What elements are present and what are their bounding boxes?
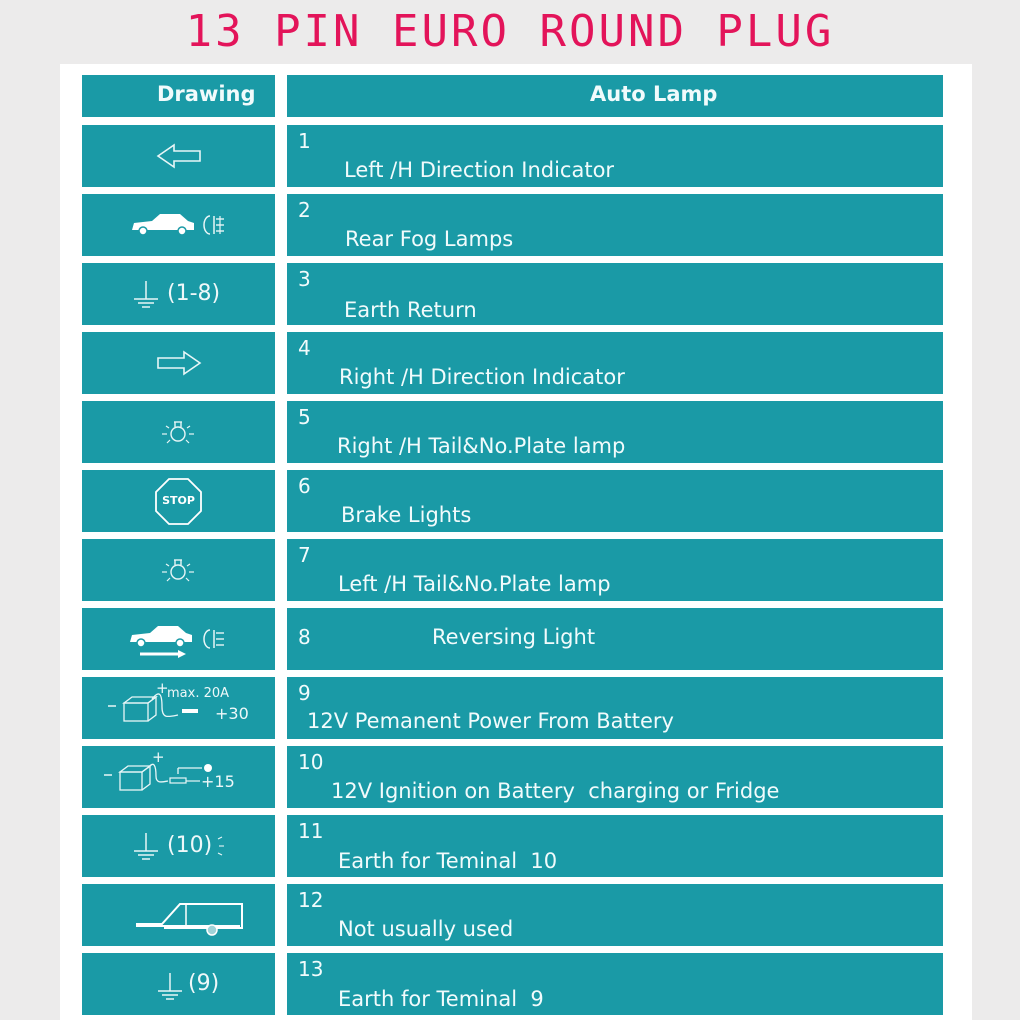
- pin-function: 12V Pemanent Power From Battery: [307, 709, 674, 733]
- function-cell-10: [287, 746, 943, 808]
- icon-label: (1-8): [167, 281, 221, 306]
- max-current-label: max. 20A: [167, 686, 230, 701]
- pin-function: Right /H Direction Indicator: [339, 365, 625, 389]
- drawing-cell-6: [82, 470, 275, 532]
- terminal-label: +30: [215, 704, 249, 723]
- drawing-cell-12: [82, 884, 275, 946]
- page-title: 13 PIN EURO ROUND PLUG: [185, 6, 835, 57]
- function-cell-7: [287, 539, 943, 601]
- drawing-cell-3: [82, 263, 275, 325]
- pin-number: 13: [298, 957, 324, 981]
- pin-number: 12: [298, 888, 324, 912]
- pin-number: 7: [298, 543, 311, 567]
- drawing-cell-13: [82, 953, 275, 1015]
- drawing-cell-4: [82, 332, 275, 394]
- pin-number: 5: [298, 405, 311, 429]
- header-auto-lamp-label: Auto Lamp: [590, 82, 718, 106]
- header-auto-lamp: [287, 75, 943, 117]
- plus-sign: +: [152, 748, 165, 766]
- trailer-icon: [82, 884, 275, 946]
- lamp-bulb-icon: [82, 539, 275, 601]
- pin-table: [60, 64, 972, 1020]
- pin-number: 9: [298, 681, 311, 705]
- function-cell-8: [287, 608, 943, 670]
- icon-label: (10): [167, 833, 213, 858]
- pin-number: 2: [298, 198, 311, 222]
- pin-number: 1: [298, 129, 311, 153]
- function-cell-6: [287, 470, 943, 532]
- earth-ground-icon: [82, 953, 275, 1015]
- drawing-cell-5: [82, 401, 275, 463]
- pin-function: Right /H Tail&No.Plate lamp: [337, 434, 626, 458]
- pin-number: 6: [298, 474, 311, 498]
- left-arrow-icon: [82, 125, 275, 187]
- pin-function: Rear Fog Lamps: [345, 227, 514, 251]
- drawing-cell-8: [82, 608, 275, 670]
- function-cell-3: [287, 263, 943, 325]
- header-drawing-label: Drawing: [157, 82, 256, 106]
- car-fog-lamp-icon: [82, 194, 275, 256]
- header-drawing: [82, 75, 275, 117]
- pin-function: Earth Return: [344, 298, 477, 322]
- pin-function: 12V Ignition on Battery charging or Fridge: [331, 779, 780, 803]
- drawing-cell-1: [82, 125, 275, 187]
- pin-number: 8: [298, 625, 311, 649]
- pin-number: 11: [298, 819, 324, 843]
- plus-sign: +: [156, 679, 169, 697]
- car-reversing-icon: [82, 608, 275, 670]
- pin-function: Not usually used: [338, 917, 514, 941]
- icon-label: (9): [188, 971, 220, 996]
- stop-sign-label: STOP: [162, 494, 195, 507]
- right-arrow-icon: [82, 332, 275, 394]
- pin-function: Reversing Light: [432, 625, 596, 649]
- pin-number: 3: [298, 267, 311, 291]
- pin-function: Earth for Teminal 9: [338, 987, 544, 1011]
- drawing-cell-9: [82, 677, 275, 739]
- title-banner: [0, 0, 1020, 64]
- function-cell-11: [287, 815, 943, 877]
- pin-function: Left /H Tail&No.Plate lamp: [338, 572, 611, 596]
- drawing-cell-10: [82, 746, 275, 808]
- pin-number: 4: [298, 336, 311, 360]
- function-cell-2: [287, 194, 943, 256]
- function-cell-5: [287, 401, 943, 463]
- function-cell-1: [287, 125, 943, 187]
- pin-function: Earth for Teminal 10: [338, 849, 558, 873]
- drawing-cell-7: [82, 539, 275, 601]
- function-cell-12: [287, 884, 943, 946]
- function-cell-4: [287, 332, 943, 394]
- terminal-label: +15: [201, 772, 235, 791]
- battery-ignition-icon: [82, 746, 275, 808]
- drawing-cell-11: [82, 815, 275, 877]
- lamp-bulb-icon: [82, 401, 275, 463]
- pin-number: 10: [298, 750, 324, 774]
- function-cell-13: [287, 953, 943, 1015]
- drawing-cell-2: [82, 194, 275, 256]
- pin-function: Brake Lights: [341, 503, 472, 527]
- pin-function: Left /H Direction Indicator: [344, 158, 615, 182]
- function-cell-9: [287, 677, 943, 739]
